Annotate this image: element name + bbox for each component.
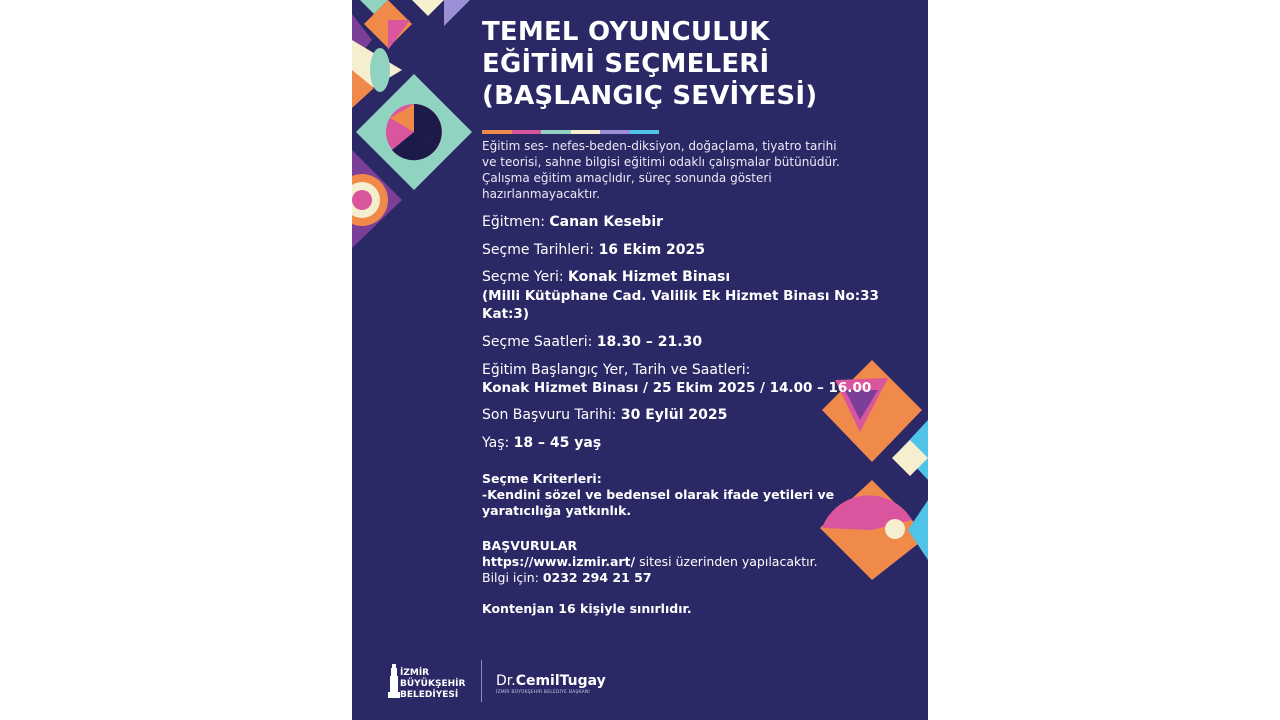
age-value: 18 – 45 yaş	[513, 435, 602, 451]
logo-line-3: BELEDİYESİ	[400, 690, 459, 700]
signature-subtitle: İZMİR BÜYÜKŞEHİR BELEDİYE BAŞKANI	[496, 690, 590, 695]
poster-title	[482, 16, 817, 112]
mayor-signature	[496, 673, 606, 689]
deadline-value: 30 Eylül 2025	[620, 407, 728, 423]
intro-paragraph	[482, 138, 882, 202]
hours-value: 18.30 – 21.30	[596, 334, 703, 350]
applications-url[interactable]: https://www.izmir.art/	[482, 554, 636, 569]
dates-field	[482, 241, 705, 259]
applications-url-line	[482, 554, 818, 570]
age-label: Yaş:	[482, 435, 510, 451]
criteria-line-1: -Kendini sözel ve bedensel olarak ifade yetileri ve	[482, 487, 835, 502]
trainer-label: Eğitmen:	[482, 214, 545, 230]
venue-value: Konak Hizmet Binası	[568, 269, 731, 285]
intro-line-4: hazırlanmayacaktır.	[482, 187, 600, 201]
intro-line-1: Eğitim ses- nefes-beden-diksiyon, doğaçlama, tiyatro tarihi	[482, 139, 837, 153]
start-label: Eğitim Başlangıç Yer, Tarih ve Saatleri:	[482, 362, 751, 378]
info-phone: 0232 294 21 57	[542, 570, 652, 585]
age-field	[482, 434, 601, 452]
title-line-3: (BAŞLANGIÇ SEVİYESİ)	[482, 81, 818, 111]
logo-line-1: İZMİR	[400, 668, 430, 678]
poster	[352, 0, 928, 720]
signature-prefix: Dr.	[496, 673, 516, 689]
municipality-logo-text	[400, 668, 465, 701]
title-line-1: TEMEL OYUNCULUK	[482, 17, 770, 47]
hours-label: Seçme Saatleri:	[482, 334, 593, 350]
color-rule	[482, 130, 659, 134]
applications-heading: BAŞVURULAR	[482, 538, 578, 553]
venue-address-line-1: (Milli Kütüphane Cad. Valilik Ek Hizmet Binası No:33	[482, 288, 879, 304]
dates-label: Seçme Tarihleri:	[482, 242, 595, 258]
info-line	[482, 570, 652, 586]
applications-url-suffix: sitesi üzerinden yapılacaktır.	[639, 554, 818, 569]
footer-divider	[481, 660, 482, 702]
venue-field	[482, 268, 730, 286]
start-value: Konak Hizmet Binası / 25 Ekim 2025 / 14.00 – 16.00	[482, 380, 872, 396]
trainer-field	[482, 213, 663, 231]
criteria-line-2: yaratıcılığa yatkınlık.	[482, 503, 632, 518]
criteria-heading: Seçme Kriterleri:	[482, 471, 602, 486]
venue-address-line-2: Kat:3)	[482, 306, 529, 322]
clock-tower-logo-icon	[388, 664, 400, 700]
quota-note: Kontenjan 16 kişiyle sınırlıdır.	[482, 601, 692, 616]
intro-line-3: Çalışma eğitim amaçlıdır, süreç sonunda gösteri	[482, 171, 772, 185]
deadline-label: Son Başvuru Tarihi:	[482, 407, 617, 423]
info-label: Bilgi için:	[482, 570, 539, 585]
deadline-field	[482, 406, 727, 424]
signature-name: CemilTugay	[515, 673, 606, 689]
venue-label: Seçme Yeri:	[482, 269, 564, 285]
hours-field	[482, 333, 702, 351]
title-line-2: EĞİTİMİ SEÇMELERİ	[482, 49, 770, 79]
trainer-value: Canan Kesebir	[549, 214, 664, 230]
intro-line-2: ve teorisi, sahne bilgisi eğitimi odaklı çalışmalar bütünüdür.	[482, 155, 840, 169]
dates-value: 16 Ekim 2025	[598, 242, 706, 258]
logo-line-2: BÜYÜKŞEHİR	[400, 679, 466, 689]
